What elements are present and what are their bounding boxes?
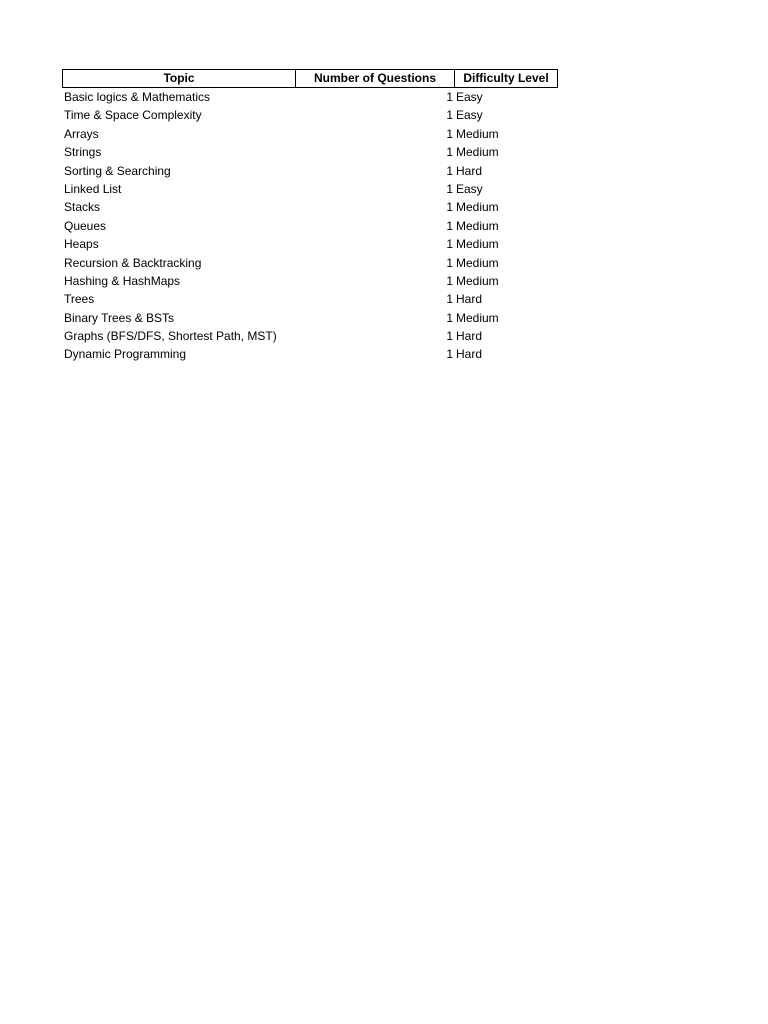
- difficulty-cell: Medium: [456, 310, 499, 325]
- difficulty-cell: Medium: [456, 273, 499, 288]
- topic-cell: Basic logics & Mathematics: [64, 90, 211, 104]
- table-row: [62, 309, 558, 327]
- topic-cell: Heaps: [64, 237, 99, 252]
- header-topic: Topic: [63, 70, 296, 87]
- difficulty-cell: Medium: [456, 218, 499, 233]
- topic-cell: Dynamic Programming: [64, 347, 187, 362]
- question-count-cell: 1: [446, 181, 453, 196]
- table-row: [62, 345, 558, 363]
- difficulty-cell: Medium: [456, 126, 499, 141]
- question-count-cell: 1: [446, 273, 453, 288]
- question-count-cell: 1: [446, 310, 453, 325]
- difficulty-cell: Hard: [456, 292, 483, 307]
- topic-cell: Sorting & Searching: [64, 163, 171, 178]
- table-row: [62, 143, 558, 161]
- table-row: [62, 235, 558, 253]
- difficulty-cell: Medium: [456, 237, 499, 252]
- table-row: [62, 125, 558, 143]
- table-row: [62, 290, 558, 308]
- difficulty-cell: Medium: [456, 145, 499, 160]
- topic-cell: Trees: [64, 292, 95, 307]
- table-row: [62, 217, 558, 235]
- table-row: [62, 88, 558, 106]
- question-count-cell: 1: [446, 90, 453, 104]
- table-row: [62, 254, 558, 272]
- difficulty-cell: Easy: [456, 90, 483, 104]
- difficulty-cell: Easy: [456, 108, 483, 123]
- table-row: [62, 272, 558, 290]
- question-count-cell: 1: [446, 329, 453, 344]
- question-count-cell: 1: [446, 292, 453, 307]
- question-count-cell: 1: [446, 126, 453, 141]
- difficulty-cell: Medium: [456, 255, 499, 270]
- topics-table: [62, 69, 558, 364]
- topic-cell: Arrays: [64, 126, 99, 141]
- topic-cell: Graphs (BFS/DFS, Shortest Path, MST): [64, 329, 277, 344]
- question-count-cell: 1: [446, 163, 453, 178]
- question-count-cell: 1: [446, 145, 453, 160]
- table-row: [62, 180, 558, 198]
- topic-cell: Stacks: [64, 200, 101, 215]
- question-count-cell: 1: [446, 255, 453, 270]
- topic-cell: Linked List: [64, 181, 122, 196]
- topic-cell: Time & Space Complexity: [64, 108, 202, 123]
- difficulty-cell: Medium: [456, 200, 499, 215]
- table-header-row: [62, 69, 558, 88]
- header-number-of-questions: Number of Questions: [296, 70, 455, 87]
- table-row: [62, 327, 558, 345]
- table-row: [62, 106, 558, 124]
- question-count-cell: 1: [446, 108, 453, 123]
- question-count-cell: 1: [446, 200, 453, 215]
- question-count-cell: 1: [446, 347, 453, 362]
- difficulty-cell: Hard: [456, 163, 483, 178]
- header-difficulty-level: Difficulty Level: [463, 71, 549, 85]
- table-row: [62, 162, 558, 180]
- question-count-cell: 1: [446, 218, 453, 233]
- table-row: [62, 198, 558, 216]
- topic-cell: Strings: [64, 145, 102, 160]
- difficulty-cell: Easy: [456, 181, 483, 196]
- difficulty-cell: Hard: [456, 347, 483, 362]
- topic-cell: Queues: [64, 218, 107, 233]
- topic-cell: Binary Trees & BSTs: [64, 310, 175, 325]
- topic-cell: Hashing & HashMaps: [64, 273, 181, 288]
- difficulty-cell: Hard: [456, 329, 483, 344]
- question-count-cell: 1: [446, 237, 453, 252]
- topic-cell: Recursion & Backtracking: [64, 255, 202, 270]
